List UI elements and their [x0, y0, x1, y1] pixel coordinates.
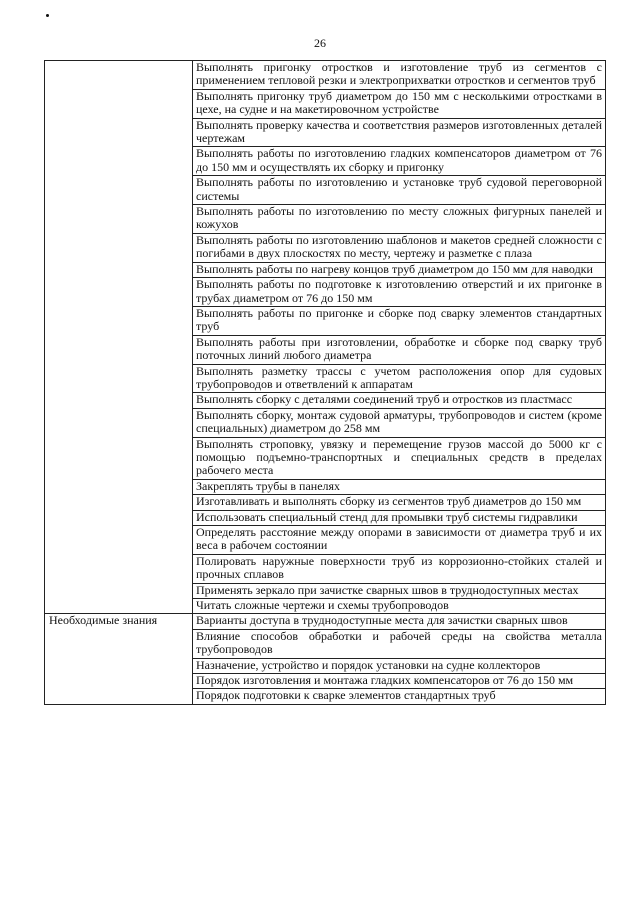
requirement-cell: Выполнять строповку, увязку и перемещение грузов массой до 5000 кг с помощью подъемно-транспортных и специальных средств в пределах рабочего места	[193, 437, 606, 479]
category-cell: Необходимые знания	[45, 614, 193, 704]
requirement-cell: Выполнять сборку с деталями соединений труб и отростков из пластмасс	[193, 393, 606, 408]
requirement-cell: Варианты доступа в труднодоступные места для зачистки сварных швов	[193, 614, 606, 629]
requirement-cell: Использовать специальный стенд для промывки труб системы гидравлики	[193, 510, 606, 525]
requirement-cell: Выполнять работы по изготовлению шаблонов и макетов средней сложности с погибами в двух плоскостях по месту, чертежу и разметке с плаза	[193, 233, 606, 262]
requirement-cell: Выполнять работы по изготовлению и установке труб судовой переговорной системы	[193, 176, 606, 205]
requirement-cell: Выполнять работы по изготовлению по месту сложных фигурных панелей и кожухов	[193, 205, 606, 234]
requirement-cell: Закреплять трубы в панелях	[193, 479, 606, 494]
table-row	[45, 614, 606, 629]
requirement-cell: Выполнять пригонку труб диаметром до 150 мм с несколькими отростками в цехе, на судне и на макетировочном устройстве	[193, 89, 606, 118]
requirement-cell: Выполнять работы при изготовлении, обработке и сборке под сварку труб поточных линий любого диаметра	[193, 335, 606, 364]
requirement-cell: Выполнять работы по пригонке и сборке под сварку элементов стандартных труб	[193, 306, 606, 335]
requirement-cell: Выполнять работы по нагреву концов труб диаметром до 150 мм для наводки	[193, 262, 606, 277]
competency-table	[44, 60, 606, 705]
requirement-cell: Выполнять разметку трассы с учетом расположения опор для судовых трубопроводов и ответвлений к аппаратам	[193, 364, 606, 393]
category-cell	[45, 61, 193, 614]
requirement-cell: Читать сложные чертежи и схемы трубопроводов	[193, 599, 606, 614]
requirement-cell: Выполнять пригонку отростков и изготовление труб из сегментов с применением тепловой резки и электроприхватки отростков и сегментов труб	[193, 61, 606, 90]
requirement-cell: Применять зеркало при зачистке сварных швов в труднодоступных местах	[193, 583, 606, 598]
requirement-cell: Порядок подготовки к сварке элементов стандартных труб	[193, 689, 606, 704]
requirement-cell: Полировать наружные поверхности труб из коррозионно-стойких сталей и прочных сплавов	[193, 554, 606, 583]
requirement-cell: Порядок изготовления и монтажа гладких компенсаторов от 76 до 150 мм	[193, 674, 606, 689]
scan-speck	[46, 14, 49, 17]
table-row	[45, 61, 606, 90]
page-number: 26	[314, 36, 326, 50]
table-body	[45, 61, 606, 705]
requirement-cell: Выполнять сборку, монтаж судовой арматуры, трубопроводов и систем (кроме специальных) диаметром до 258 мм	[193, 408, 606, 437]
requirement-cell: Выполнять работы по подготовке к изготовлению отверстий и их пригонке в трубах диаметром от 76 до 150 мм	[193, 278, 606, 307]
requirement-cell: Определять расстояние между опорами в зависимости от диаметра труб и их веса в рабочем состоянии	[193, 526, 606, 555]
requirement-cell: Влияние способов обработки и рабочей среды на свойства металла трубопроводов	[193, 629, 606, 658]
requirement-cell: Изготавливать и выполнять сборку из сегментов труб диаметров до 150 мм	[193, 495, 606, 510]
requirement-cell: Выполнять работы по изготовлению гладких компенсаторов диаметром от 76 до 150 мм и осуществлять их сборку и пригонку	[193, 147, 606, 176]
requirement-cell: Выполнять проверку качества и соответствия размеров изготовленных деталей чертежам	[193, 118, 606, 147]
requirement-cell: Назначение, устройство и порядок установки на судне коллекторов	[193, 658, 606, 673]
